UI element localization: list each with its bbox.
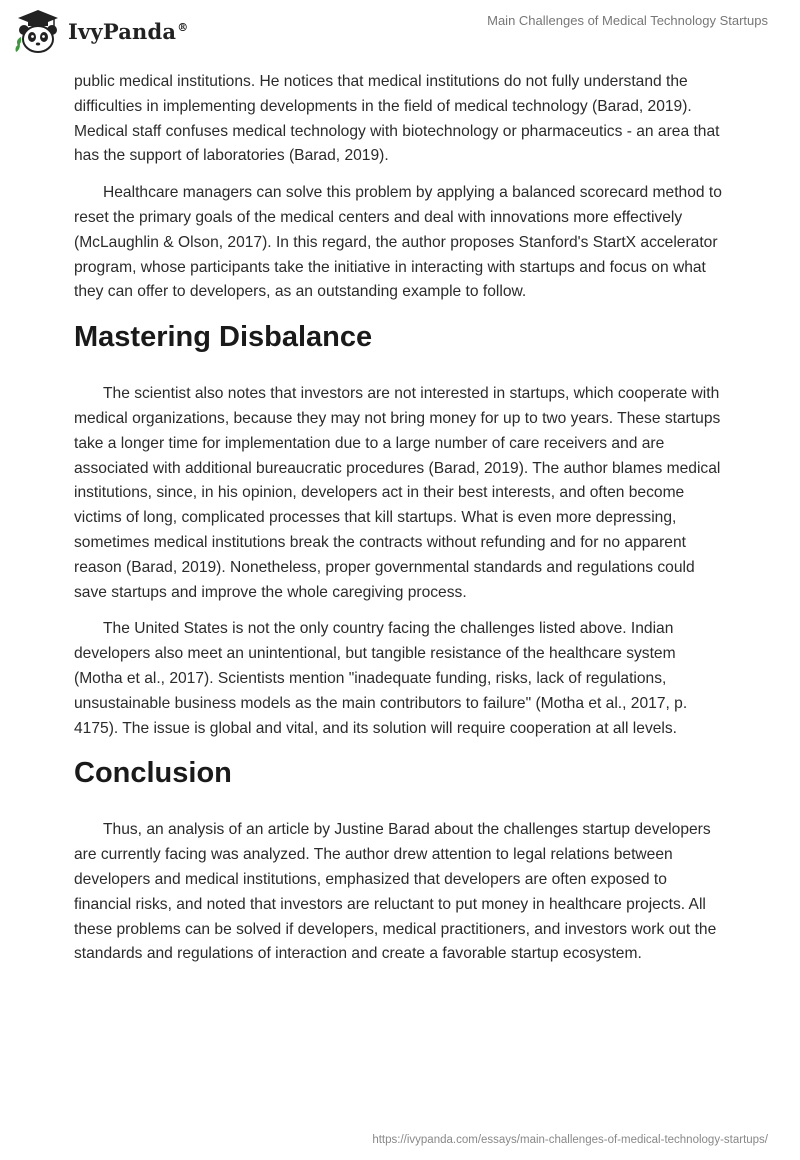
heading-conclusion: Conclusion (74, 757, 232, 790)
paragraph-conclusion: Thus, an analysis of an article by Justine Barad about the challenges startup developers are currently facing was analyzed. The author drew attention to legal relations between developers and medical institutions, emphasized that developers are often exposed to financial risks, and noted that investors are reluctant to put money in healthcare projects. All these problems can be solved if developers, medical practitioners, and investors work out the standards and regulations of interaction and create a favorable startup ecosystem. (74, 821, 717, 963)
essay-body (74, 70, 726, 979)
page-header (0, 0, 800, 70)
paragraph-united-states: The United States is not the only country facing the challenges listed above. Indian developers also meet an unintentional, but tangible resistance of the healthcare system (Motha et al., 2017). Scientists mention "inadequate funding, risks, lack of regulations, unsustainable business models as the main contributors to failure" (Motha et al., 2017, p. 4175). The issue is global and vital, and its solution will require cooperation at all levels. (74, 620, 688, 737)
source-url[interactable]: https://ivypanda.com/essays/main-challenges-of-medical-technology-startups/ (372, 1134, 768, 1146)
ivypanda-logo[interactable] (14, 8, 188, 54)
paragraph-managers: Healthcare managers can solve this problem by applying a balanced scorecard method to reset the primary goals of the medical centers and deal with innovations more effectively (McLaughlin & Olson, 2017). In this regard, the author proposes Stanford's StartX accelerator program, whose participants take the initiative in interacting with startups and focus on what they can offer to developers, as an outstanding example to follow. (74, 184, 722, 301)
paragraph-investors: The scientist also notes that investors are not interested in startups, which cooperate with medical organizations, because they may not bring money for up to two years. These startups take a longer time for implementation due to a large number of care receivers and are associated with additional bureaucratic procedures (Barad, 2019). The author blames medical institutions, since, in his opinion, developers act in their best interests, and often become victims of long, complicated processes that kill startups. What is even more depressing, sometimes medical institutions break the contracts without refunding and for no apparent reason (Barad, 2019). Nonetheless, proper governmental standards and regulations could save startups and improve the whole caregiving process. (74, 385, 721, 601)
panda-graduate-logo-icon (14, 8, 62, 54)
brand-name: IvyPanda® (68, 18, 189, 44)
paragraph-intro: public medical institutions. He notices that medical institutions do not fully understand the difficulties in implementing developments in the field of medical technology (Barad, 2019). Medical staff confuses medical technology with biotechnology or pharmaceutics - an area that has the support of laboratories (Barad, 2019). (74, 73, 720, 165)
document-title: Main Challenges of Medical Technology Startups (487, 13, 768, 28)
heading-mastering-disbalance: Mastering Disbalance (74, 321, 373, 354)
